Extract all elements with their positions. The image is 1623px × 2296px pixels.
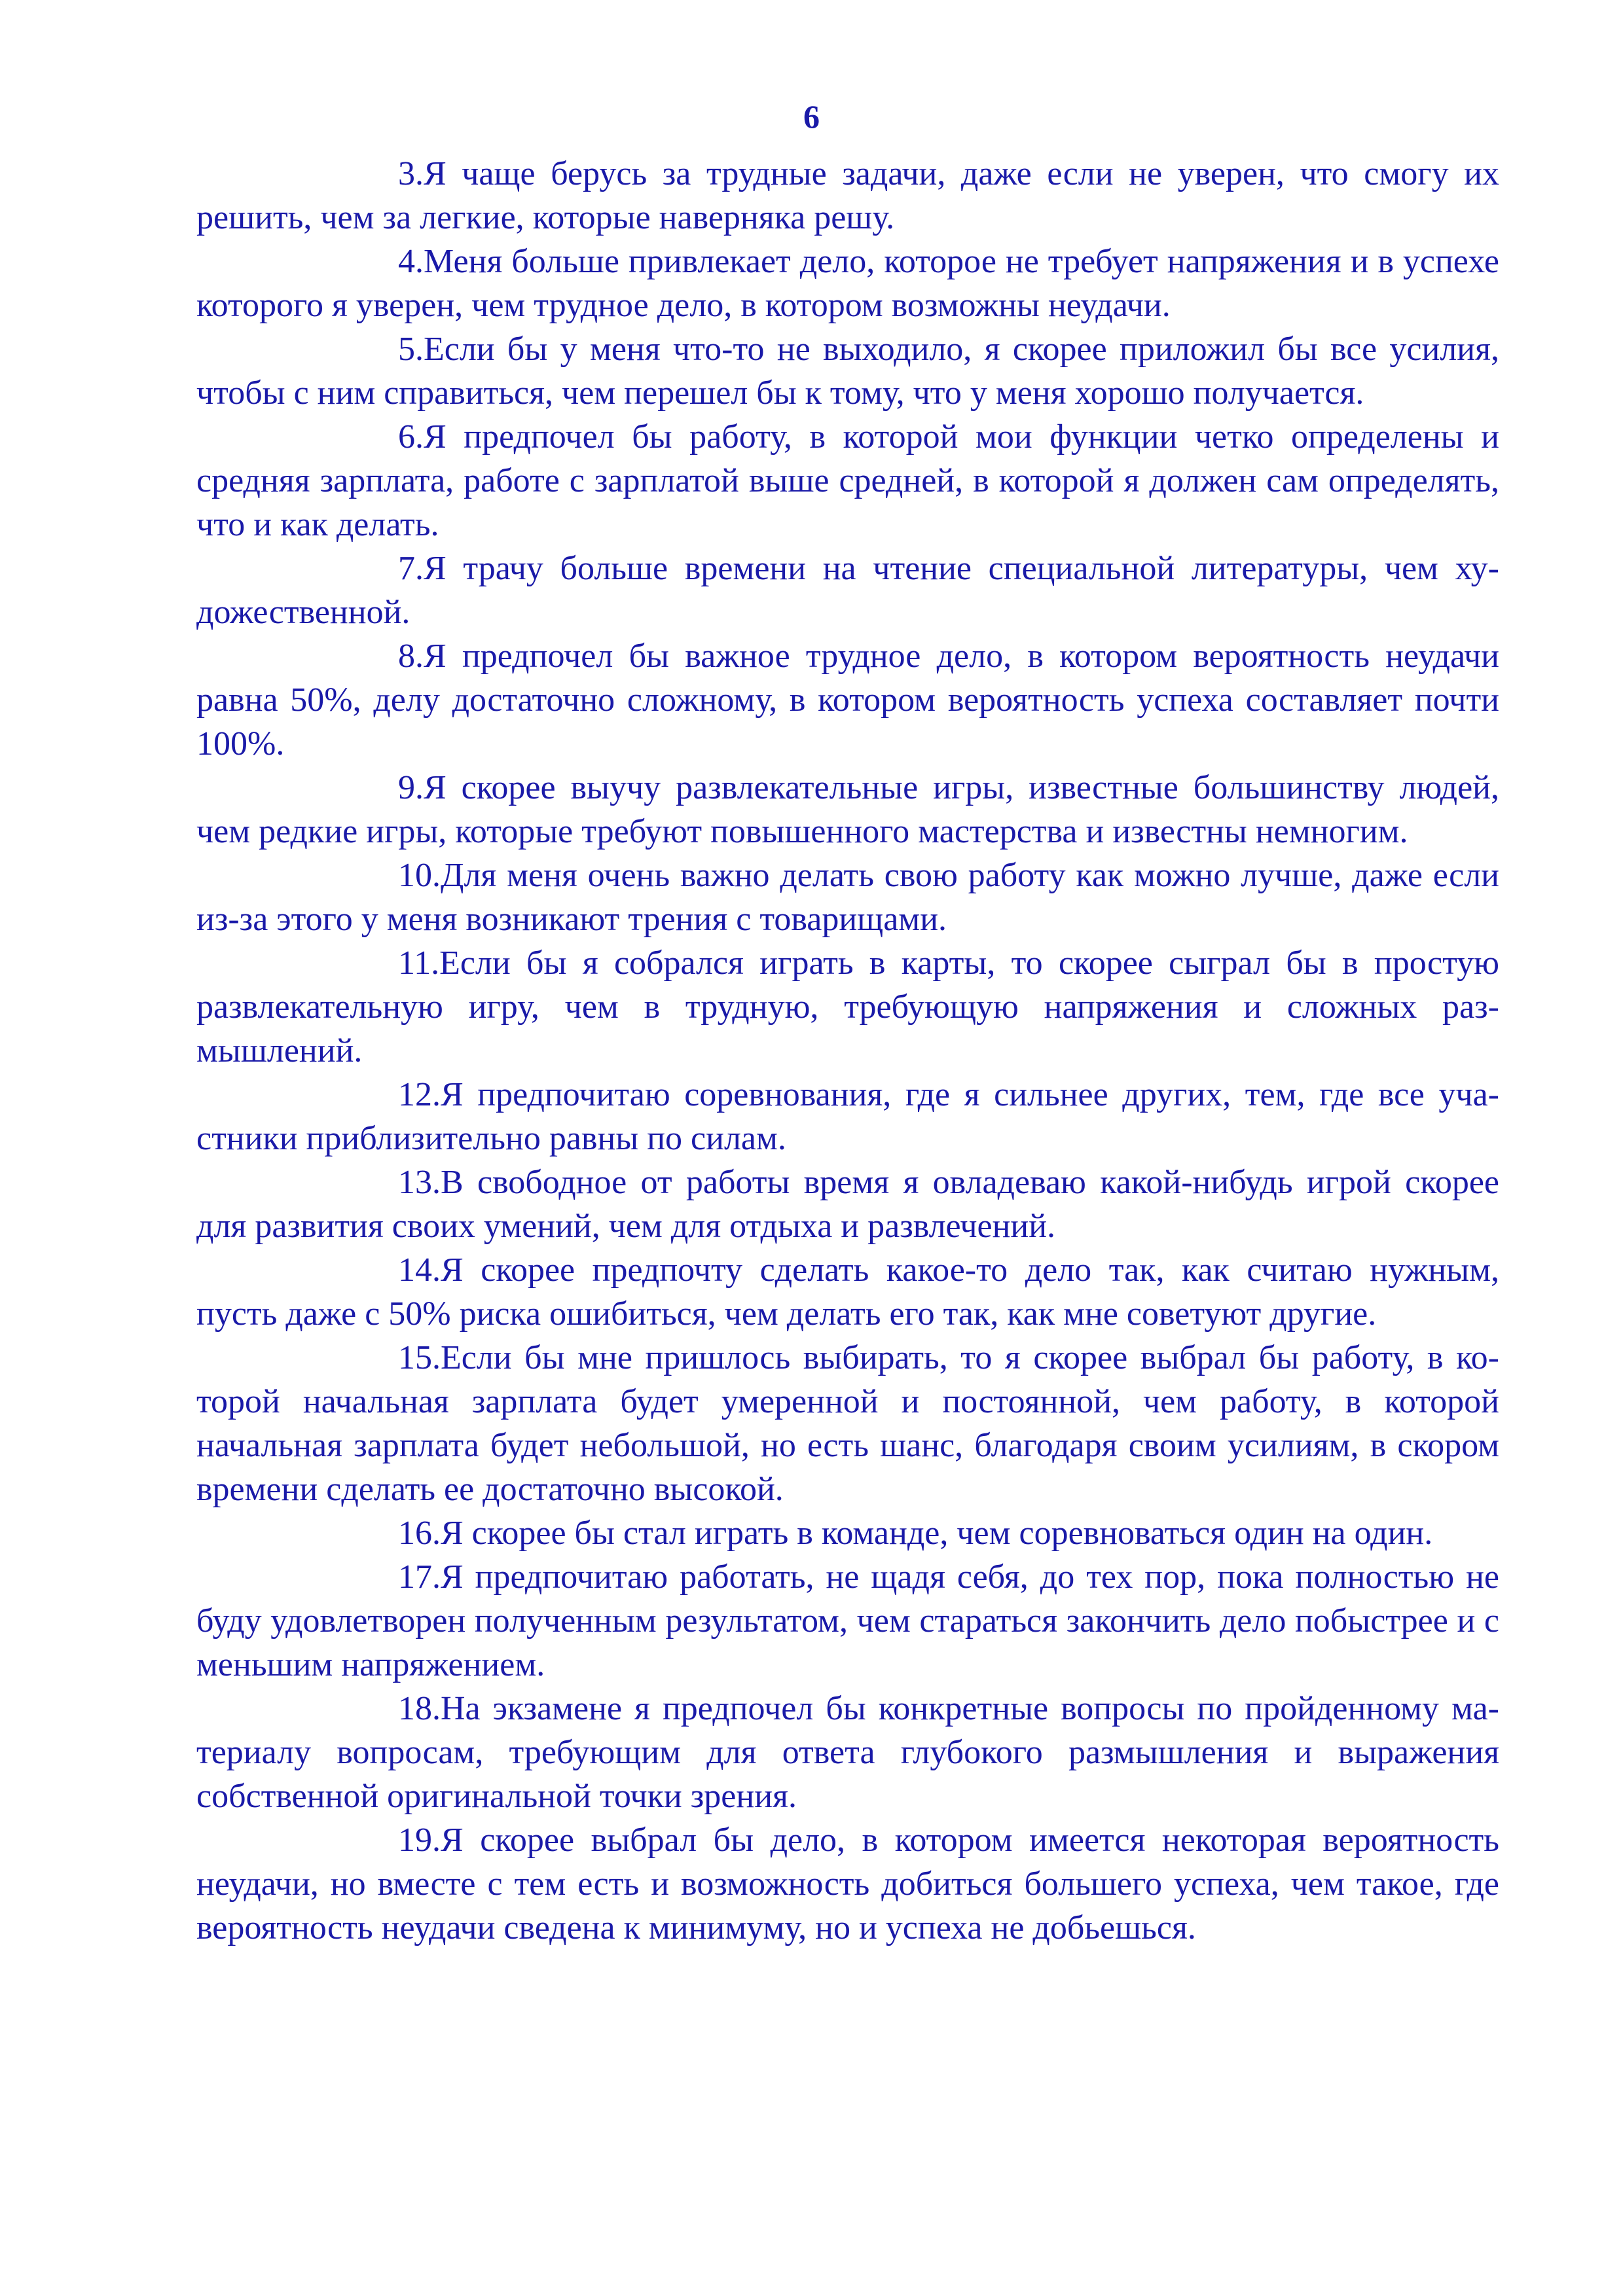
item-number: 5. <box>398 331 424 368</box>
item-text: Я трачу больше времени на чтение специальной литературы, чем художественной. <box>196 550 1499 631</box>
questionnaire-item <box>196 1818 1499 1950</box>
item-number: 10. <box>398 857 441 894</box>
item-number: 11. <box>398 944 440 982</box>
item-number: 14. <box>398 1251 441 1289</box>
questionnaire-item <box>196 766 1499 853</box>
questionnaire-item <box>196 1687 1499 1818</box>
item-text: Я предпочитаю работать, не щадя себя, до тех пор, пока полностью не буду удовлетворен полученным результатом, чем стараться закончить дело побыстрее и с меньшим напряжением. <box>196 1558 1499 1683</box>
questionnaire-item <box>196 1160 1499 1248</box>
questionnaire-item <box>196 240 1499 327</box>
questionnaire-item <box>196 941 1499 1073</box>
questionnaire-item <box>196 634 1499 766</box>
questionnaire-items <box>196 152 1499 1950</box>
item-text: Я чаще берусь за трудные задачи, даже если не уверен, что смогу их решить, чем за легкие, которые наверняка решу. <box>196 155 1499 236</box>
item-text: Я скорее выбрал бы дело, в котором имеется некоторая вероятность неудачи, но вместе с тем есть и возможность добиться большего успеха, чем такое, где вероятность неудачи сведена к минимуму, но и успеха не добьешься. <box>196 1821 1499 1946</box>
questionnaire-item <box>196 1248 1499 1336</box>
questionnaire-item <box>196 853 1499 941</box>
item-text: Я скорее предпочту сделать какое-то дело так, как считаю нужным, пусть даже с 50% риска ошибиться, чем делать его так, как мне советуют другие. <box>196 1251 1499 1333</box>
item-text: Я предпочел бы работу, в которой мои функции четко определены и средняя зарплата, работе с зарплатой выше средней, в которой я должен сам определять, что и как делать. <box>196 418 1499 543</box>
item-number: 6. <box>398 418 424 456</box>
item-text: Если бы я собрался играть в карты, то скорее сыграл бы в простую развлекательную игру, чем в трудную, требующую напряжения и сложных размышлений. <box>196 944 1499 1069</box>
questionnaire-item <box>196 415 1499 547</box>
questionnaire-item <box>196 152 1499 240</box>
questionnaire-item <box>196 1555 1499 1687</box>
item-number: 8. <box>398 637 424 675</box>
item-number: 17. <box>398 1558 441 1596</box>
item-number: 3. <box>398 155 424 192</box>
item-text: В свободное от работы время я овладеваю какой-нибудь игрой скорее для развития своих умений, чем для отдыха и развлечений. <box>196 1164 1499 1245</box>
questionnaire-item <box>196 1073 1499 1160</box>
item-text: Меня больше привлекает дело, которое не требует напряжения и в успехе которого я уверен, чем трудное дело, в котором возможны неудачи. <box>196 243 1499 324</box>
item-text: Я скорее бы стал играть в команде, чем соревноваться один на один. <box>441 1515 1433 1552</box>
item-text: На экзамене я предпочел бы конкретные вопросы по пройденному материалу вопросам, требующим для ответа глубокого размышления и выражения собственной оригинальной точки зрения. <box>196 1690 1499 1815</box>
item-number: 16. <box>398 1515 441 1552</box>
item-number: 15. <box>398 1339 441 1376</box>
item-number: 9. <box>398 769 424 806</box>
item-number: 13. <box>398 1164 441 1201</box>
item-text: Я предпочел бы важное трудное дело, в котором вероятность неудачи равна 50%, делу достаточно сложному, в котором вероятность успеха составляет почти 100%. <box>196 637 1499 762</box>
questionnaire-item <box>196 1511 1499 1555</box>
item-number: 4. <box>398 243 424 280</box>
item-text: Если бы у меня что-то не выходило, я скорее приложил бы все усилия, чтобы с ним справиться, чем перешел бы к тому, что у меня хорошо получается. <box>196 331 1499 412</box>
item-text: Для меня очень важно делать свою работу как можно лучше, даже если из-за этого у меня возникают трения с товарищами. <box>196 857 1499 938</box>
questionnaire-item <box>196 547 1499 634</box>
page-number: 6 <box>803 98 820 135</box>
item-number: 19. <box>398 1821 441 1859</box>
item-number: 12. <box>398 1076 441 1113</box>
questionnaire-item <box>196 1336 1499 1511</box>
questionnaire-item <box>196 327 1499 415</box>
item-text: Я скорее выучу развлекательные игры, известные большинству людей, чем редкие игры, которые требуют повышенного мастерства и известны немногим. <box>196 769 1499 850</box>
item-text: Если бы мне пришлось выбирать, то я скорее выбрал бы работу, в которой начальная зарплата будет умеренной и постоянной, чем работу, в которой начальная зарплата будет небольшой, но есть шанс, благодаря своим усилиям, в скором времени сделать ее достаточно высокой. <box>196 1339 1499 1508</box>
item-number: 7. <box>398 550 424 587</box>
item-text: Я предпочитаю соревнования, где я сильнее других, тем, где все участники приблизительно равны по силам. <box>196 1076 1499 1157</box>
item-number: 18. <box>398 1690 441 1727</box>
